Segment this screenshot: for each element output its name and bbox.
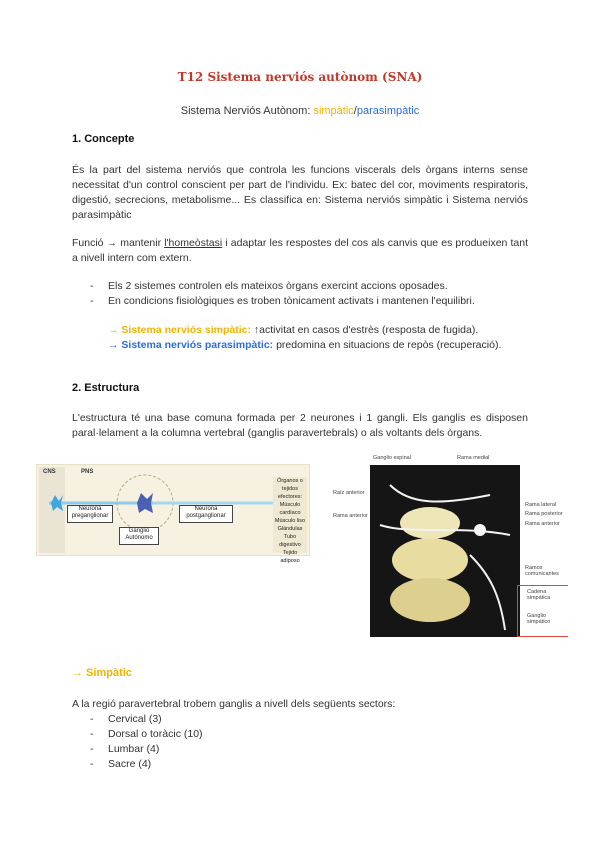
postganglionic-soma	[137, 493, 153, 513]
figure-label: Rama anterior	[525, 521, 560, 527]
figure-label: Rama lateral	[525, 502, 557, 508]
subtitle-slash: /	[353, 105, 357, 117]
ganglion-box: Ganglio Autónomo	[119, 527, 159, 545]
bullet-dash: -	[90, 295, 94, 307]
nerve-branch	[470, 555, 505, 630]
sector-item: Cervical (3)	[108, 713, 162, 725]
spinal-anatomy-figure	[325, 455, 563, 640]
effector-organs-list	[273, 477, 307, 564]
parasympathetic-line	[108, 339, 501, 351]
cns-label: CNS	[43, 469, 56, 475]
section2-heading: 2. Estructura	[72, 382, 140, 394]
figure-label: Ganglio espinal	[373, 455, 411, 461]
sympathetic-text: ↑activitat en casos d'estrès (resposta de fugida).	[250, 324, 479, 336]
nerve-branch	[390, 485, 490, 502]
subtitle	[0, 105, 600, 117]
list-dash: -	[90, 743, 94, 755]
homeostasi-term: l'homeòstasi	[164, 237, 223, 249]
bullet-item: En condicions fisiològiques es troben tònicament activats i mantenen l'equilibri.	[108, 295, 475, 307]
funcio-suffix: i adaptar les respostes del cos als canvis que es produeixen tant a nivell intern com extern.	[72, 237, 528, 264]
section3-intro: A la regió paravertebral trobem ganglis a nivell dels següents sectors:	[72, 698, 396, 710]
subtitle-parasympathetic: parasimpàtic	[356, 105, 420, 117]
figure-label: Ganglio simpático	[527, 613, 551, 625]
organ-item: Músculo cardíaco	[279, 502, 301, 516]
ganglion-node	[474, 524, 486, 536]
section2-paragraph: L'estructura té una base comuna formada per 2 neurones i 1 gangli. Els ganglis es disposen paral·lelament a la columna vertebral (ganglis paravertebrals) o als voltants dels òrgans.	[72, 412, 528, 439]
list-dash: -	[90, 728, 94, 740]
vertebral-body-lower	[390, 578, 470, 622]
organ-item: Músculo liso	[274, 518, 306, 524]
organ-item: Tejido adiposo	[280, 550, 300, 564]
figure-label: Ramos comunicantes	[525, 565, 559, 577]
parasympathetic-text: predomina en situacions de repòs (recuperació).	[273, 339, 502, 351]
figure-label: Cadena simpática	[527, 589, 551, 601]
sector-item: Lumbar (4)	[108, 743, 160, 755]
section3-heading: → Simpàtic	[72, 667, 132, 679]
list-dash: -	[90, 713, 94, 725]
bullet-item: Els 2 sistemes controlen els mateixos òrgans exercint accions oposades.	[108, 280, 448, 292]
list-dash: -	[90, 758, 94, 770]
subtitle-prefix: Sistema Nerviós Autònom:	[180, 105, 314, 117]
postganglionic-box: Neurona postganglionar	[179, 505, 233, 523]
pns-label: PNS	[81, 469, 94, 475]
preganglionic-box: Neurona preganglionar	[67, 505, 113, 523]
funcio-paragraph	[72, 236, 528, 266]
figure-label: Raíz anterior	[333, 490, 365, 496]
subtitle-sympathetic: simpàtic	[313, 105, 354, 117]
bullet-dash: -	[90, 280, 94, 292]
funcio-prefix: Funció → mantenir	[72, 237, 165, 249]
organ-item: Tubo digestivo	[279, 534, 301, 548]
sympathetic-line	[108, 324, 478, 336]
sympathetic-label: → Sistema nerviós simpàtic:	[108, 324, 251, 336]
parasympathetic-label: → Sistema nerviós parasimpàtic:	[108, 339, 274, 351]
vertebral-arch	[400, 507, 460, 539]
section1-heading: 1. Concepte	[72, 133, 135, 145]
figure-label: Rama medial	[457, 455, 490, 461]
vertebra-photo	[370, 465, 520, 637]
sector-item: Sacre (4)	[108, 758, 152, 770]
figure-label: Rama anterior	[333, 513, 368, 519]
vertebra-illustration	[370, 465, 520, 637]
organ-item: Órganos o tejidos efectores:	[277, 478, 303, 500]
vertebral-body	[392, 538, 468, 582]
page-title: T12 Sistema nerviós autònom (SNA)	[177, 70, 423, 84]
figure-label: Rama posterior	[525, 511, 563, 517]
sector-item: Dorsal o toràcic (10)	[108, 728, 203, 740]
organ-item: Glándulas	[277, 526, 303, 532]
section1-paragraph: És la part del sistema nerviós que controla les funcions viscerals dels òrgans interns sense necessitat d'un control conscient per part de l'individu. Ex: batec del cor, moviments respiratoris, digestió, secrecions, metabolisme... Es classifica en: Sistema nerviós simpàtic i Sistema nerviós parasimpàtic	[72, 164, 528, 221]
autonomic-pathway-diagram	[36, 464, 310, 564]
